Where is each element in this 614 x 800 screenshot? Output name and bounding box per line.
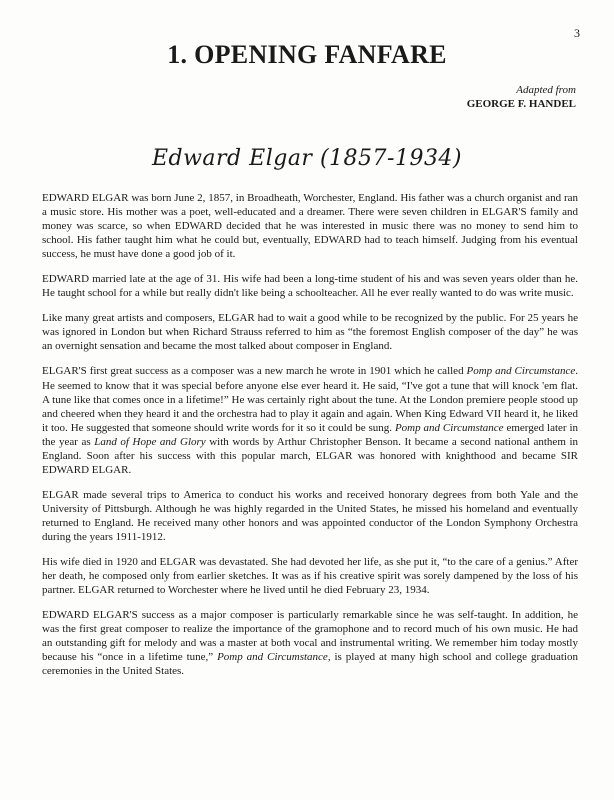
paragraph-text: Like many great artists and composers, ELGAR had to wait a good while to be recognized by the public. For 25 years he was ignored in London but when Richard Strauss referred to him as “the foremost English composer of the day” he was an overnight sensation and became the most talked about composer in England.	[42, 312, 578, 353]
page-number: 3	[574, 26, 580, 40]
paragraph-text: ELGAR'S first great success as a composer was a new march he wrote in 1901 which he called	[42, 365, 467, 378]
paragraph	[42, 555, 578, 597]
paragraph	[42, 488, 578, 544]
italic-title-text: Pomp and Circumstance	[394, 421, 504, 434]
composer-heading: Edward Elgar (1857-1934)	[151, 146, 463, 171]
biography-text	[42, 191, 578, 689]
adapted-from-label: Adapted from	[516, 84, 576, 96]
paragraph	[42, 364, 578, 476]
adapted-from-block	[467, 83, 576, 111]
paragraph-text: ELGAR made several trips to America to conduct his works and received honorary degrees from both Yale and the University of Pittsburgh. Although he was highly regarded in the United States, he missed his homeland and eventually returned to England. He received many other honors and was appointed conductor of the London Symphony Orchestra during the years 1911-1912.	[42, 488, 578, 543]
paragraph-text: emerged later in the year as	[42, 421, 579, 448]
paragraph-text: EDWARD ELGAR'S success as a major composer is particularly remarkable since he was self-taught. In addition, he was the first great composer to realize the importance of the gramophone and to record much of his own music. He had an outstanding gift for melody and was a master at both vocal and instrumental writing. We remember him today mostly because his “once in a lifetime tune,”	[42, 609, 578, 664]
paragraph	[42, 311, 578, 353]
italic-title-text: Land of Hope and Glory	[94, 435, 206, 448]
paragraph	[42, 272, 578, 300]
italic-title-text: Pomp and Circumstance	[466, 365, 576, 378]
page-title: 1. OPENING FANFARE	[167, 40, 447, 69]
paragraph-text: EDWARD married late at the age of 31. His wife had been a long-time student of his and was seven years older than he. He taught school for a while but really didn't like being a schoolteacher. All he ever really wanted to do was write music.	[42, 273, 578, 300]
adapted-composer: GEORGE F. HANDEL	[466, 98, 576, 110]
italic-title-text: Pomp and Circumstance	[217, 651, 328, 664]
paragraph	[42, 191, 578, 261]
paragraph-text: His wife died in 1920 and ELGAR was devastated. She had devoted her life, as she put it, “to the care of a genius.” After her death, he composed only from earlier sketches. It was as if his creative spirit was sorely dampened by the loss of his partner. ELGAR returned to Worchester where he lived until he died February 23, 1934.	[42, 556, 578, 597]
paragraph	[42, 608, 578, 678]
paragraph-text: , is played at many high school and college graduation ceremonies in the United States.	[42, 651, 578, 678]
paragraph-text: . He seemed to know that it was special before anyone else ever heard it. He said, “I've got a tune that will knock 'em flat. A tune like that comes once in a lifetime!” He was certainly right about the tune. At the London premiere people stood up and cheered when they heard it and the orchestra had to play it again and again. When King Edward VII heard it, he liked it too. He suggested that someone should write words for it so it could be sung.	[42, 365, 579, 434]
paragraph-text: EDWARD ELGAR was born June 2, 1857, in Broadheath, Worchester, England. His father was a church organist and ran a music store. His mother was a poet, well-educated and a dreamer. There were seven children in ELGAR'S family and money was scarce, so when EDWARD decided that he was interested in music there was no money to send him to school. His father taught him what he could but, eventually, EDWARD had to teach himself. Judging from his eventual success, he must have done a good job of it.	[42, 192, 578, 261]
paragraph-text: with words by Arthur Christopher Benson. It became a second national anthem in England. Soon after his success with this popular march, ELGAR was honored with knighthood and became SIR EDWARD ELGAR.	[42, 435, 578, 476]
